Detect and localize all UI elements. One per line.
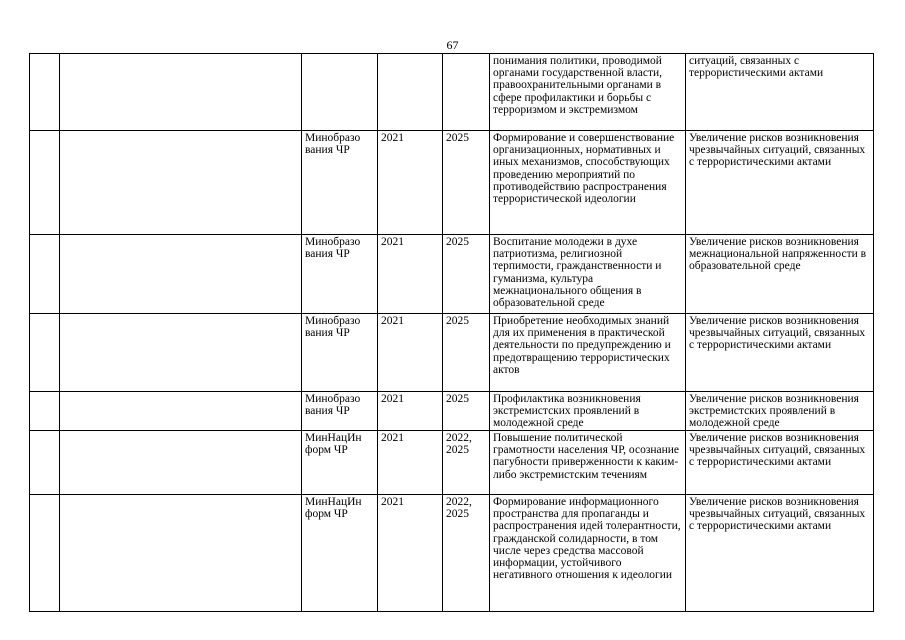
table-row (30, 131, 874, 235)
start-year-cell (378, 54, 443, 131)
task-cell: Воспитание молодежи в духе патриотизма, религиозной терпимости, гражданственности и гуманизма, культура межнационального общения в образовательной среде (490, 235, 686, 314)
measure-name-cell (60, 495, 302, 612)
table-row (30, 314, 874, 392)
table-row (30, 495, 874, 612)
measure-name-cell (60, 431, 302, 495)
risk-cell: Увеличение рисков возникновения межнациональной напряженности в образовательной среде (686, 235, 874, 314)
start-year-cell: 2021 (378, 235, 443, 314)
measure-name-cell (60, 392, 302, 431)
row-number-cell (30, 314, 60, 392)
end-year-cell: 2025 (443, 131, 490, 235)
row-number-cell (30, 495, 60, 612)
task-cell: Формирование информационного пространства для пропаганды и распространения идей толерантности, гражданской солидарности, в том числе через средства массовой информации, устойчивого негативного отношения к идеологии (490, 495, 686, 612)
executor-cell: МинНацИн форм ЧР (302, 431, 378, 495)
measure-name-cell (60, 54, 302, 131)
risk-cell: Увеличение рисков возникновения чрезвычайных ситуаций, связанных с террористическими актами (686, 495, 874, 612)
executor-cell (302, 54, 378, 131)
task-cell: Приобретение необходимых знаний для их применения в практической деятельности по предупреждению и предотвращению террористических актов (490, 314, 686, 392)
page-number: 67 (446, 38, 459, 52)
start-year-cell: 2021 (378, 431, 443, 495)
measures-table (29, 53, 874, 612)
start-year-cell: 2021 (378, 131, 443, 235)
end-year-cell: 2025 (443, 235, 490, 314)
table-row (30, 392, 874, 431)
measure-name-cell (60, 314, 302, 392)
risk-cell: ситуаций, связанных с террористическими актами (686, 54, 874, 131)
end-year-cell: 2025 (443, 392, 490, 431)
task-cell: понимания политики, проводимой органами государственной власти, правоохранительными органами в сфере профилактики и борьбы с терроризмом и экстремизмом (490, 54, 686, 131)
row-number-cell (30, 392, 60, 431)
end-year-cell: 2022, 2025 (443, 495, 490, 612)
risk-cell: Увеличение рисков возникновения экстремистских проявлений в молодежной среде (686, 392, 874, 431)
row-number-cell (30, 431, 60, 495)
table-row (30, 235, 874, 314)
table-row (30, 54, 874, 131)
measure-name-cell (60, 235, 302, 314)
measure-name-cell (60, 131, 302, 235)
row-number-cell (30, 235, 60, 314)
row-number-cell (30, 131, 60, 235)
executor-cell: МинНацИн форм ЧР (302, 495, 378, 612)
start-year-cell: 2021 (378, 392, 443, 431)
end-year-cell (443, 54, 490, 131)
risk-cell: Увеличение рисков возникновения чрезвычайных ситуаций, связанных с террористическими актами (686, 431, 874, 495)
task-cell: Повышение политической грамотности населения ЧР, осознание пагубности приверженности к каким-либо экстремистским течениям (490, 431, 686, 495)
risk-cell: Увеличение рисков возникновения чрезвычайных ситуаций, связанных с террористическими актами (686, 131, 874, 235)
end-year-cell: 2025 (443, 314, 490, 392)
risk-cell: Увеличение рисков возникновения чрезвычайных ситуаций, связанных с террористическими актами (686, 314, 874, 392)
executor-cell: Минобразо вания ЧР (302, 131, 378, 235)
executor-cell: Минобразо вания ЧР (302, 235, 378, 314)
start-year-cell: 2021 (378, 314, 443, 392)
table-row (30, 431, 874, 495)
task-cell: Профилактика возникновения экстремистских проявлений в молодежной среде (490, 392, 686, 431)
start-year-cell: 2021 (378, 495, 443, 612)
executor-cell: Минобразо вания ЧР (302, 314, 378, 392)
row-number-cell (30, 54, 60, 131)
task-cell: Формирование и совершенствование организационных, нормативных и иных механизмов, способствующих проведению мероприятий по противодействию распространения террористической идеологии (490, 131, 686, 235)
executor-cell: Минобразо вания ЧР (302, 392, 378, 431)
end-year-cell: 2022, 2025 (443, 431, 490, 495)
